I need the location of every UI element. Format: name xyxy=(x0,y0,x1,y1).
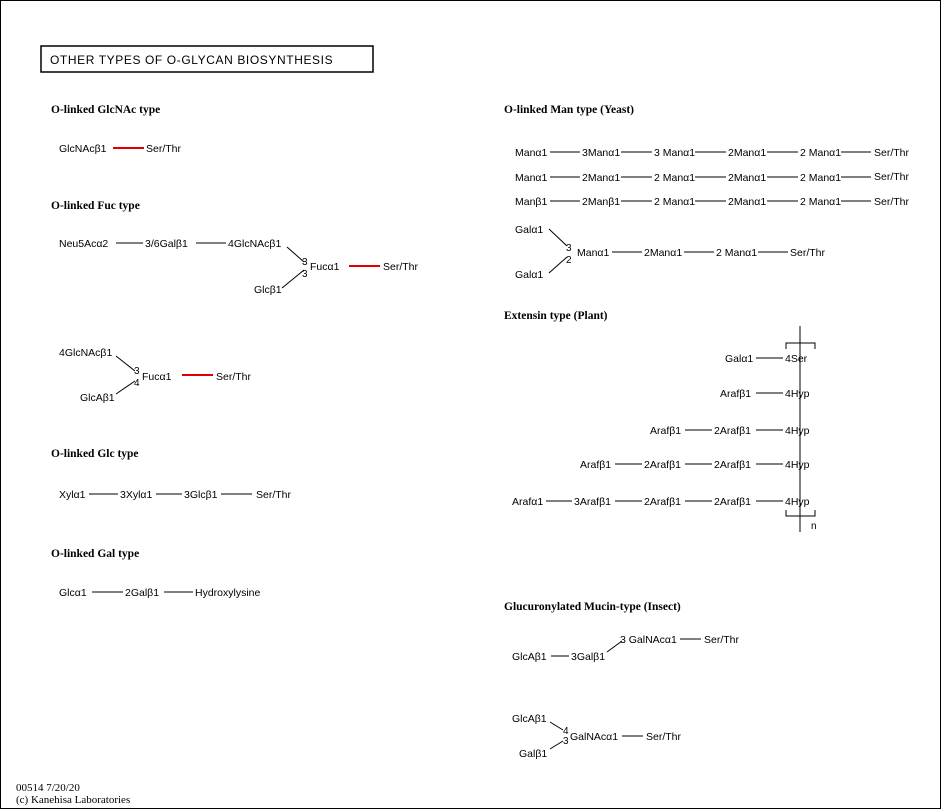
node-hyp[interactable]: 4Hyp xyxy=(785,425,810,437)
node-xyl[interactable]: Xylα1 xyxy=(59,489,86,501)
node-ser-thr[interactable]: Ser/Thr xyxy=(383,261,419,273)
node-gal[interactable]: 3/6Galβ1 xyxy=(145,238,188,250)
linkage xyxy=(549,229,567,246)
node-galnac[interactable]: GalNAcα1 xyxy=(570,731,619,743)
node-ser-thr[interactable]: Ser/Thr xyxy=(874,147,910,159)
node-araf[interactable]: 3Arafβ1 xyxy=(574,496,611,508)
node-araf[interactable]: Arafβ1 xyxy=(650,425,682,437)
node-ser[interactable]: 4Ser xyxy=(785,353,808,365)
node-ser-thr[interactable]: Ser/Thr xyxy=(216,371,252,383)
linkage xyxy=(116,381,135,394)
node-ser-thr[interactable]: Ser/Thr xyxy=(704,634,740,646)
node-araf[interactable]: 2Arafβ1 xyxy=(714,425,751,437)
node-man[interactable]: Manα1 xyxy=(515,147,548,159)
node-gal[interactable]: Galα1 xyxy=(515,224,544,236)
section-header-glucuronylated: Glucuronylated Mucin-type (Insect) xyxy=(504,601,681,613)
node-ser-thr[interactable]: Ser/Thr xyxy=(874,196,910,208)
node-ser-thr[interactable]: Ser/Thr xyxy=(874,171,910,183)
node-man[interactable]: Manβ1 xyxy=(515,196,548,208)
node-glc[interactable]: 3Glcβ1 xyxy=(184,489,218,501)
node-man[interactable]: 3 Manα1 xyxy=(654,147,696,159)
node-man[interactable]: 2Manβ1 xyxy=(582,196,621,208)
node-araf[interactable]: Arafα1 xyxy=(512,496,544,508)
position-number: 3 xyxy=(302,257,308,268)
position-number: 3 xyxy=(302,269,308,280)
node-man[interactable]: Manα1 xyxy=(515,172,548,184)
section-header-glc: O-linked Glc type xyxy=(51,448,139,460)
node-gal[interactable]: Galα1 xyxy=(515,269,544,281)
node-glc[interactable]: Glcβ1 xyxy=(254,284,282,296)
repeat-count: n xyxy=(811,521,817,532)
linkage xyxy=(550,722,563,730)
position-number: 4 xyxy=(563,726,569,737)
linkage xyxy=(550,741,563,749)
node-glcnac[interactable]: 4GlcNAcβ1 xyxy=(59,347,113,359)
node-neu5ac[interactable]: Neu5Acα2 xyxy=(59,238,109,250)
map-id: 00514 7/20/20 xyxy=(16,782,80,794)
position-number: 4 xyxy=(134,378,140,389)
position-number: 3 xyxy=(134,366,140,377)
node-araf[interactable]: Arafβ1 xyxy=(720,388,752,400)
position-number: 3 xyxy=(563,736,569,747)
node-glcnac[interactable]: GlcNAcβ1 xyxy=(59,143,107,155)
node-araf[interactable]: 2Arafβ1 xyxy=(714,496,751,508)
node-glcnac[interactable]: 4GlcNAcβ1 xyxy=(228,238,282,250)
node-ser-thr[interactable]: Ser/Thr xyxy=(256,489,292,501)
node-gal[interactable]: Galα1 xyxy=(725,353,754,365)
linkage xyxy=(282,270,304,288)
node-gal[interactable]: Galβ1 xyxy=(519,748,548,760)
section-header-fuc: O-linked Fuc type xyxy=(51,200,140,212)
position-number: 2 xyxy=(566,255,572,266)
section-header-glcnac: O-linked GlcNAc type xyxy=(51,104,161,116)
node-araf[interactable]: Arafβ1 xyxy=(580,459,612,471)
node-araf[interactable]: 2Arafβ1 xyxy=(714,459,751,471)
node-araf[interactable]: 2Arafβ1 xyxy=(644,459,681,471)
node-hyp[interactable]: 4Hyp xyxy=(785,496,810,508)
node-man[interactable]: 2 Manα1 xyxy=(800,147,842,159)
node-gal[interactable]: 2Galβ1 xyxy=(125,587,160,599)
node-ser-thr[interactable]: Ser/Thr xyxy=(790,247,826,259)
node-hyp[interactable]: 4Hyp xyxy=(785,388,810,400)
node-ser-thr[interactable]: Ser/Thr xyxy=(146,143,182,155)
node-man[interactable]: 2Manα1 xyxy=(582,172,621,184)
node-man[interactable]: 2Manα1 xyxy=(644,247,683,259)
node-man[interactable]: 2 Manα1 xyxy=(654,172,696,184)
node-man[interactable]: Manα1 xyxy=(577,247,610,259)
node-man[interactable]: 2Manα1 xyxy=(728,147,767,159)
linkage xyxy=(116,356,135,371)
copyright: (c) Kanehisa Laboratories xyxy=(16,794,131,806)
position-number: 3 xyxy=(566,243,572,254)
node-man[interactable]: 2Manα1 xyxy=(728,172,767,184)
section-header-man: O-linked Man type (Yeast) xyxy=(504,104,635,116)
node-man[interactable]: 2 Manα1 xyxy=(800,172,842,184)
node-glca[interactable]: GlcAβ1 xyxy=(512,651,547,663)
node-ser-thr[interactable]: Ser/Thr xyxy=(646,731,682,743)
node-hydroxylysine[interactable]: Hydroxylysine xyxy=(195,587,261,599)
node-glca[interactable]: GlcAβ1 xyxy=(80,392,115,404)
node-fuc[interactable]: Fucα1 xyxy=(310,261,340,273)
node-gal[interactable]: 3Galβ1 xyxy=(571,651,606,663)
node-man[interactable]: 2 Manα1 xyxy=(716,247,758,259)
node-galnac[interactable]: 3 GalNAcα1 xyxy=(620,634,677,646)
node-man[interactable]: 3Manα1 xyxy=(582,147,621,159)
map-title: OTHER TYPES OF O-GLYCAN BIOSYNTHESIS xyxy=(50,53,334,67)
node-glca[interactable]: GlcAβ1 xyxy=(512,713,547,725)
node-xyl[interactable]: 3Xylα1 xyxy=(120,489,153,501)
section-header-extensin: Extensin type (Plant) xyxy=(504,310,608,322)
node-man[interactable]: 2 Manα1 xyxy=(654,196,696,208)
section-header-gal: O-linked Gal type xyxy=(51,548,140,560)
node-man[interactable]: 2Manα1 xyxy=(728,196,767,208)
node-araf[interactable]: 2Arafβ1 xyxy=(644,496,681,508)
linkage xyxy=(549,257,567,273)
node-fuc[interactable]: Fucα1 xyxy=(142,371,172,383)
node-hyp[interactable]: 4Hyp xyxy=(785,459,810,471)
node-glc[interactable]: Glcα1 xyxy=(59,587,87,599)
node-man[interactable]: 2 Manα1 xyxy=(800,196,842,208)
